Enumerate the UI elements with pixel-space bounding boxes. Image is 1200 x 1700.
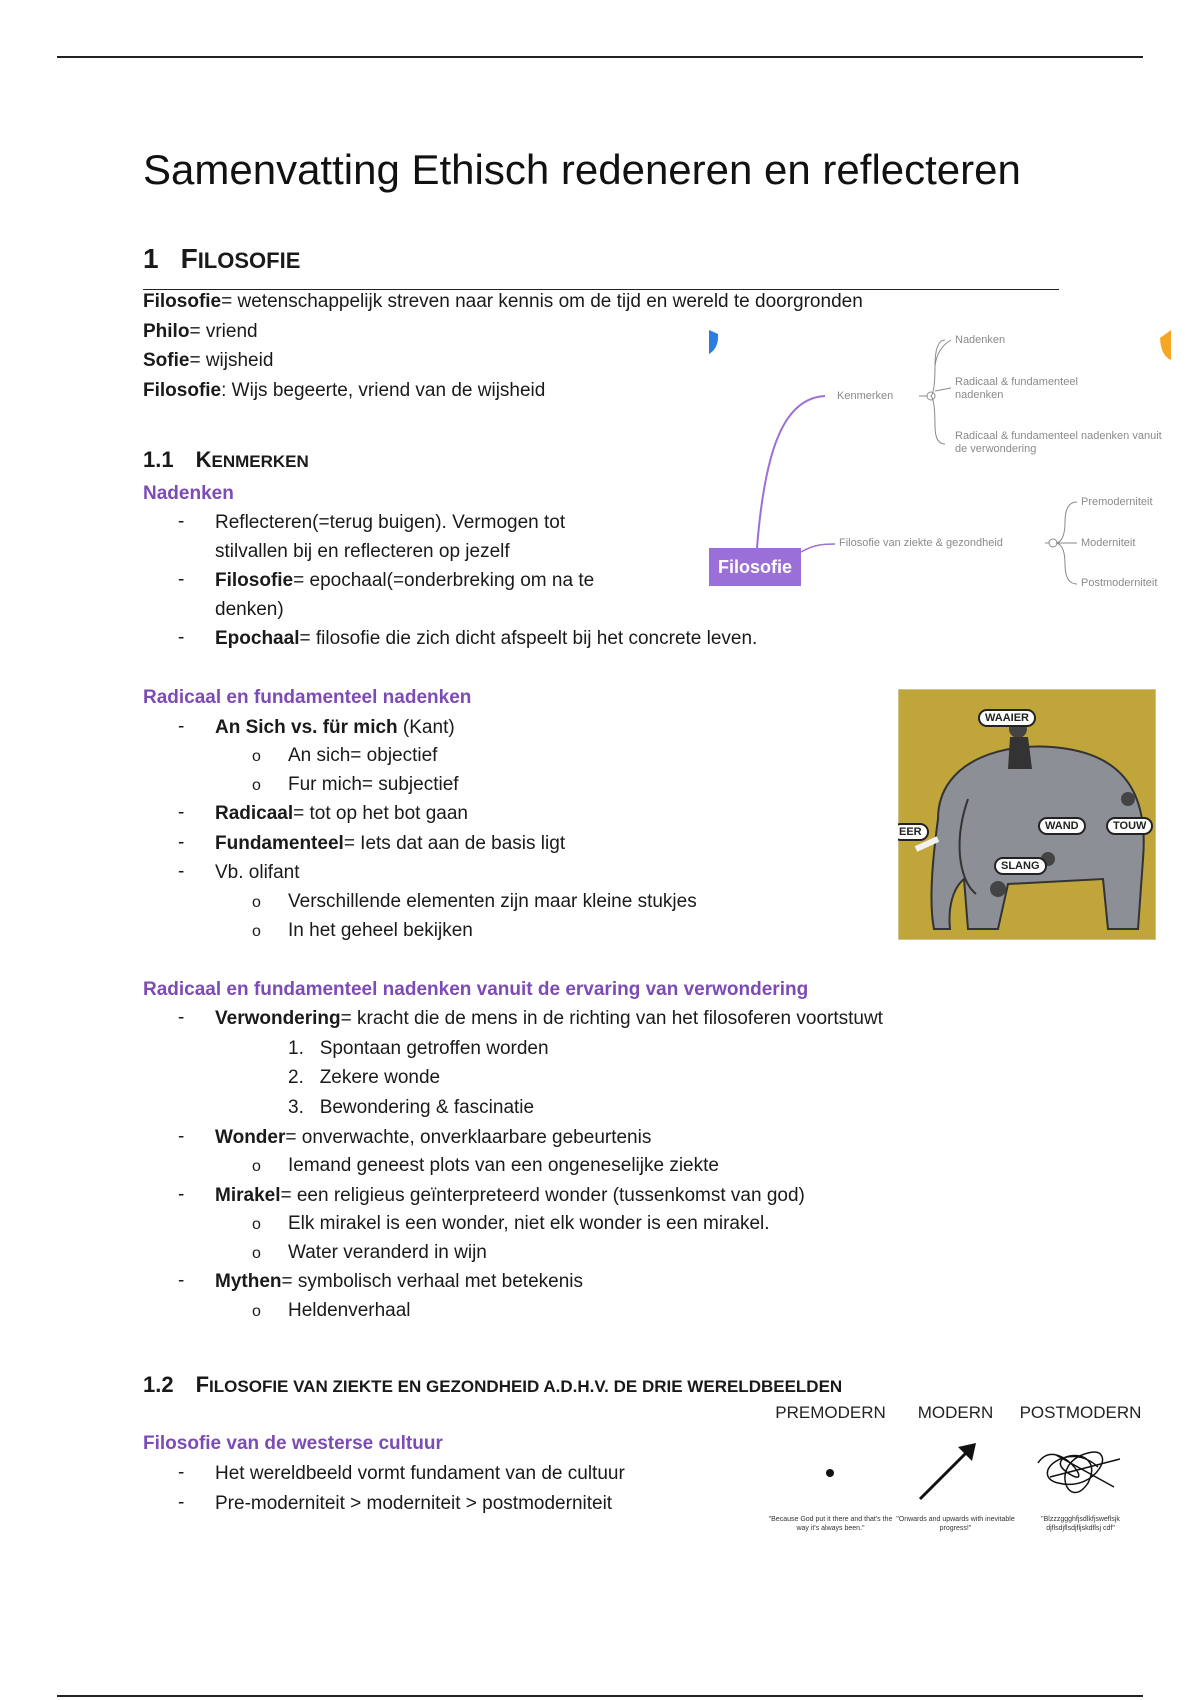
list-term: Mythen bbox=[215, 1271, 282, 1292]
worldview-caption: "Because God put it there and that's the way it's always been." bbox=[768, 1516, 893, 1532]
list-item: Het wereldbeeld vormt fundament van de cultuur bbox=[215, 1463, 625, 1484]
arrow-icon bbox=[920, 1447, 972, 1499]
definition-term: Filosofie bbox=[143, 291, 222, 312]
elephant-body-shape bbox=[931, 747, 1143, 929]
circle-bullet: o bbox=[252, 1303, 261, 1320]
dash-bullet: - bbox=[178, 716, 185, 737]
definition-text: = vriend bbox=[189, 321, 258, 342]
worldview-title: PREMODERN bbox=[775, 1403, 886, 1422]
dash-bullet: - bbox=[178, 832, 185, 853]
numbered-item: 3. Bewondering & fascinatie bbox=[288, 1097, 535, 1118]
dash-bullet: - bbox=[178, 802, 185, 823]
dash-bullet: - bbox=[178, 511, 185, 532]
worldview-symbols bbox=[768, 1403, 1148, 1513]
definition-text: = wetenschappelijk streven naar kennis om de tijd en wereld te doorgronden bbox=[221, 291, 863, 312]
list-text: = onverwachte, onverklaarbare gebeurtenis bbox=[285, 1127, 652, 1148]
list-term: Wonder bbox=[215, 1127, 286, 1148]
circle-bullet: o bbox=[252, 1245, 261, 1262]
speech-bubble: SLANG bbox=[994, 857, 1047, 875]
definition-line bbox=[143, 320, 258, 344]
mindmap-leaf-label: Nadenken bbox=[955, 334, 1006, 346]
worldview-caption: "Blzzzggghfjsdlkfjsweflsjk djflsdjflsdjfljskdflsj cdf" bbox=[1041, 1516, 1120, 1532]
circle-bullet: o bbox=[252, 1158, 261, 1175]
list-text: = een religieus geïnterpreteerd wonder (tussenkomst van god) bbox=[280, 1185, 805, 1206]
subsection-heading-wereldbeelden bbox=[143, 1372, 842, 1398]
mindmap-figure bbox=[705, 326, 1175, 592]
list-term: Radicaal bbox=[215, 803, 294, 824]
subsection-number: 1.1 bbox=[143, 447, 174, 472]
scribble-icon bbox=[1038, 1452, 1120, 1492]
page-top-rule bbox=[57, 56, 1143, 58]
definition-line bbox=[143, 290, 863, 314]
elephant-illustration bbox=[898, 689, 1156, 940]
dot-icon bbox=[826, 1469, 834, 1477]
list-item bbox=[215, 1184, 805, 1208]
speech-bubble: WAAIER bbox=[978, 709, 1036, 727]
definition-term: Sofie bbox=[143, 350, 190, 371]
speech-bubble: TOUW bbox=[1106, 817, 1153, 835]
list-term: Filosofie bbox=[215, 570, 294, 591]
worldview-caption: "Onwards and upwards with inevitable progress!" bbox=[896, 1516, 1015, 1532]
list-item-continuation: denken) bbox=[215, 599, 284, 620]
list-text: = Iets dat aan de basis ligt bbox=[343, 833, 566, 854]
mindmap-root-node: Filosofie bbox=[709, 548, 801, 586]
definition-line bbox=[143, 379, 545, 403]
circle-bullet: o bbox=[252, 748, 261, 765]
topic-heading-verwondering: Radicaal en fundamenteel nadenken vanuit de ervaring van verwondering bbox=[143, 979, 809, 1000]
list-item bbox=[215, 627, 757, 651]
definition-text: : Wijs begeerte, vriend van de wijsheid bbox=[221, 380, 546, 401]
definition-line bbox=[143, 349, 273, 373]
list-term: Verwondering bbox=[215, 1008, 341, 1029]
mindmap-leaf-label: Postmoderniteit bbox=[1081, 577, 1158, 589]
sub-item: An sich= objectief bbox=[288, 745, 438, 766]
numbered-text: Zekere wonde bbox=[319, 1067, 441, 1088]
mindmap-leaf-label: Premoderniteit bbox=[1081, 496, 1153, 508]
dash-bullet: - bbox=[178, 1184, 185, 1205]
list-item bbox=[215, 1007, 883, 1031]
speech-bubble: EER bbox=[898, 823, 929, 841]
subsection-title-initial: K bbox=[195, 447, 212, 472]
dash-bullet: - bbox=[178, 627, 185, 648]
section-title-initial: F bbox=[180, 243, 198, 274]
speech-bubble: WAND bbox=[1038, 817, 1086, 835]
sub-item: Water veranderd in wijn bbox=[288, 1242, 487, 1263]
list-text: = epochaal(=onderbreking om na te bbox=[293, 570, 595, 591]
subsection-title-rest: ENMERKEN bbox=[211, 452, 309, 471]
topic-heading-nadenken: Nadenken bbox=[143, 483, 234, 504]
worldview-title: POSTMODERN bbox=[1019, 1403, 1142, 1422]
section-title-rest: ILOSOFIE bbox=[197, 248, 301, 273]
list-item-continuation: stilvallen bij en reflecteren op jezelf bbox=[215, 541, 510, 562]
dash-bullet: - bbox=[178, 1462, 185, 1483]
dash-bullet: - bbox=[178, 1492, 185, 1513]
worldviews-figure bbox=[768, 1403, 1148, 1543]
subsection-title-rest: ILOSOFIE VAN ZIEKTE EN GEZONDHEID A.D.H.V. DE DRIE WERELDBEELDEN bbox=[209, 1377, 843, 1396]
subsection-number: 1.2 bbox=[143, 1372, 174, 1397]
subsection-title-initial: F bbox=[195, 1372, 210, 1397]
list-item: Pre-moderniteit > moderniteit > postmoderniteit bbox=[215, 1493, 613, 1514]
list-term: Mirakel bbox=[215, 1185, 281, 1206]
page-bottom-rule bbox=[57, 1695, 1143, 1697]
list-text: = filosofie die zich dicht afspeelt bij het concrete leven. bbox=[299, 628, 758, 649]
definition-term: Filosofie bbox=[143, 380, 222, 401]
sub-item: Elk mirakel is een wonder, niet elk wonder is een mirakel. bbox=[288, 1213, 770, 1234]
mindmap-branch-label: Kenmerken bbox=[837, 390, 894, 402]
topic-heading-westerse: Filosofie van de westerse cultuur bbox=[143, 1433, 443, 1454]
list-item bbox=[215, 716, 455, 740]
sub-item: Fur mich= subjectief bbox=[288, 774, 459, 795]
section-heading-filosofie bbox=[143, 243, 300, 275]
circle-bullet: o bbox=[252, 923, 261, 940]
circle-bullet: o bbox=[252, 1216, 261, 1233]
sub-item: In het geheel bekijken bbox=[288, 920, 473, 941]
circle-bullet: o bbox=[252, 777, 261, 794]
list-text: = kracht die de mens in de richting van het filosoferen voortstuwt bbox=[340, 1008, 883, 1029]
section-number: 1 bbox=[143, 243, 159, 274]
list-item: Vb. olifant bbox=[215, 862, 300, 883]
dash-bullet: - bbox=[178, 861, 185, 882]
dash-bullet: - bbox=[178, 1007, 185, 1028]
list-item bbox=[215, 1270, 583, 1294]
numbered-text: Bewondering & fascinatie bbox=[319, 1097, 535, 1118]
list-item: Reflecteren(=terug buigen). Vermogen tot bbox=[215, 512, 566, 533]
list-item bbox=[215, 802, 468, 826]
list-item bbox=[215, 1126, 651, 1150]
definition-text: = wijsheid bbox=[189, 350, 274, 371]
list-text: (Kant) bbox=[397, 717, 455, 738]
list-item bbox=[215, 832, 565, 856]
sub-item: Iemand geneest plots van een ongeneselijke ziekte bbox=[288, 1155, 719, 1176]
mindmap-leaf-label: Radicaal & fundamenteel nadenken vanuit de verwondering bbox=[955, 430, 1162, 455]
numbered-item: 2. Zekere wonde bbox=[288, 1067, 441, 1088]
mindmap-leaf-label: Radicaal & fundamenteel nadenken bbox=[955, 376, 1078, 401]
sub-item: Heldenverhaal bbox=[288, 1300, 411, 1321]
orange-marker-shape bbox=[1160, 330, 1171, 360]
list-term: Epochaal bbox=[215, 628, 300, 649]
topic-heading-radicaal: Radicaal en fundamenteel nadenken bbox=[143, 687, 472, 708]
mindmap-branch-label: Filosofie van ziekte & gezondheid bbox=[839, 537, 1003, 549]
list-text: = tot op het bot gaan bbox=[293, 803, 468, 824]
list-term: An Sich vs. für mich bbox=[215, 717, 398, 738]
document-title: Samenvatting Ethisch redeneren en reflecteren bbox=[143, 146, 1021, 193]
circle-bullet: o bbox=[252, 894, 261, 911]
dash-bullet: - bbox=[178, 1126, 185, 1147]
dash-bullet: - bbox=[178, 1270, 185, 1291]
subsection-heading-kenmerken bbox=[143, 447, 309, 473]
list-term: Fundamenteel bbox=[215, 833, 344, 854]
definition-term: Philo bbox=[143, 321, 190, 342]
list-text: = symbolisch verhaal met betekenis bbox=[281, 1271, 584, 1292]
dash-bullet: - bbox=[178, 569, 185, 590]
blue-marker-shape bbox=[709, 330, 718, 354]
list-item bbox=[215, 569, 594, 593]
mindmap-leaf-label: Moderniteit bbox=[1081, 537, 1136, 549]
numbered-item: 1. Spontaan getroffen worden bbox=[288, 1038, 549, 1059]
worldview-title: MODERN bbox=[917, 1403, 994, 1422]
numbered-text: Spontaan getroffen worden bbox=[319, 1038, 549, 1059]
sub-item: Verschillende elementen zijn maar kleine stukjes bbox=[288, 891, 697, 912]
